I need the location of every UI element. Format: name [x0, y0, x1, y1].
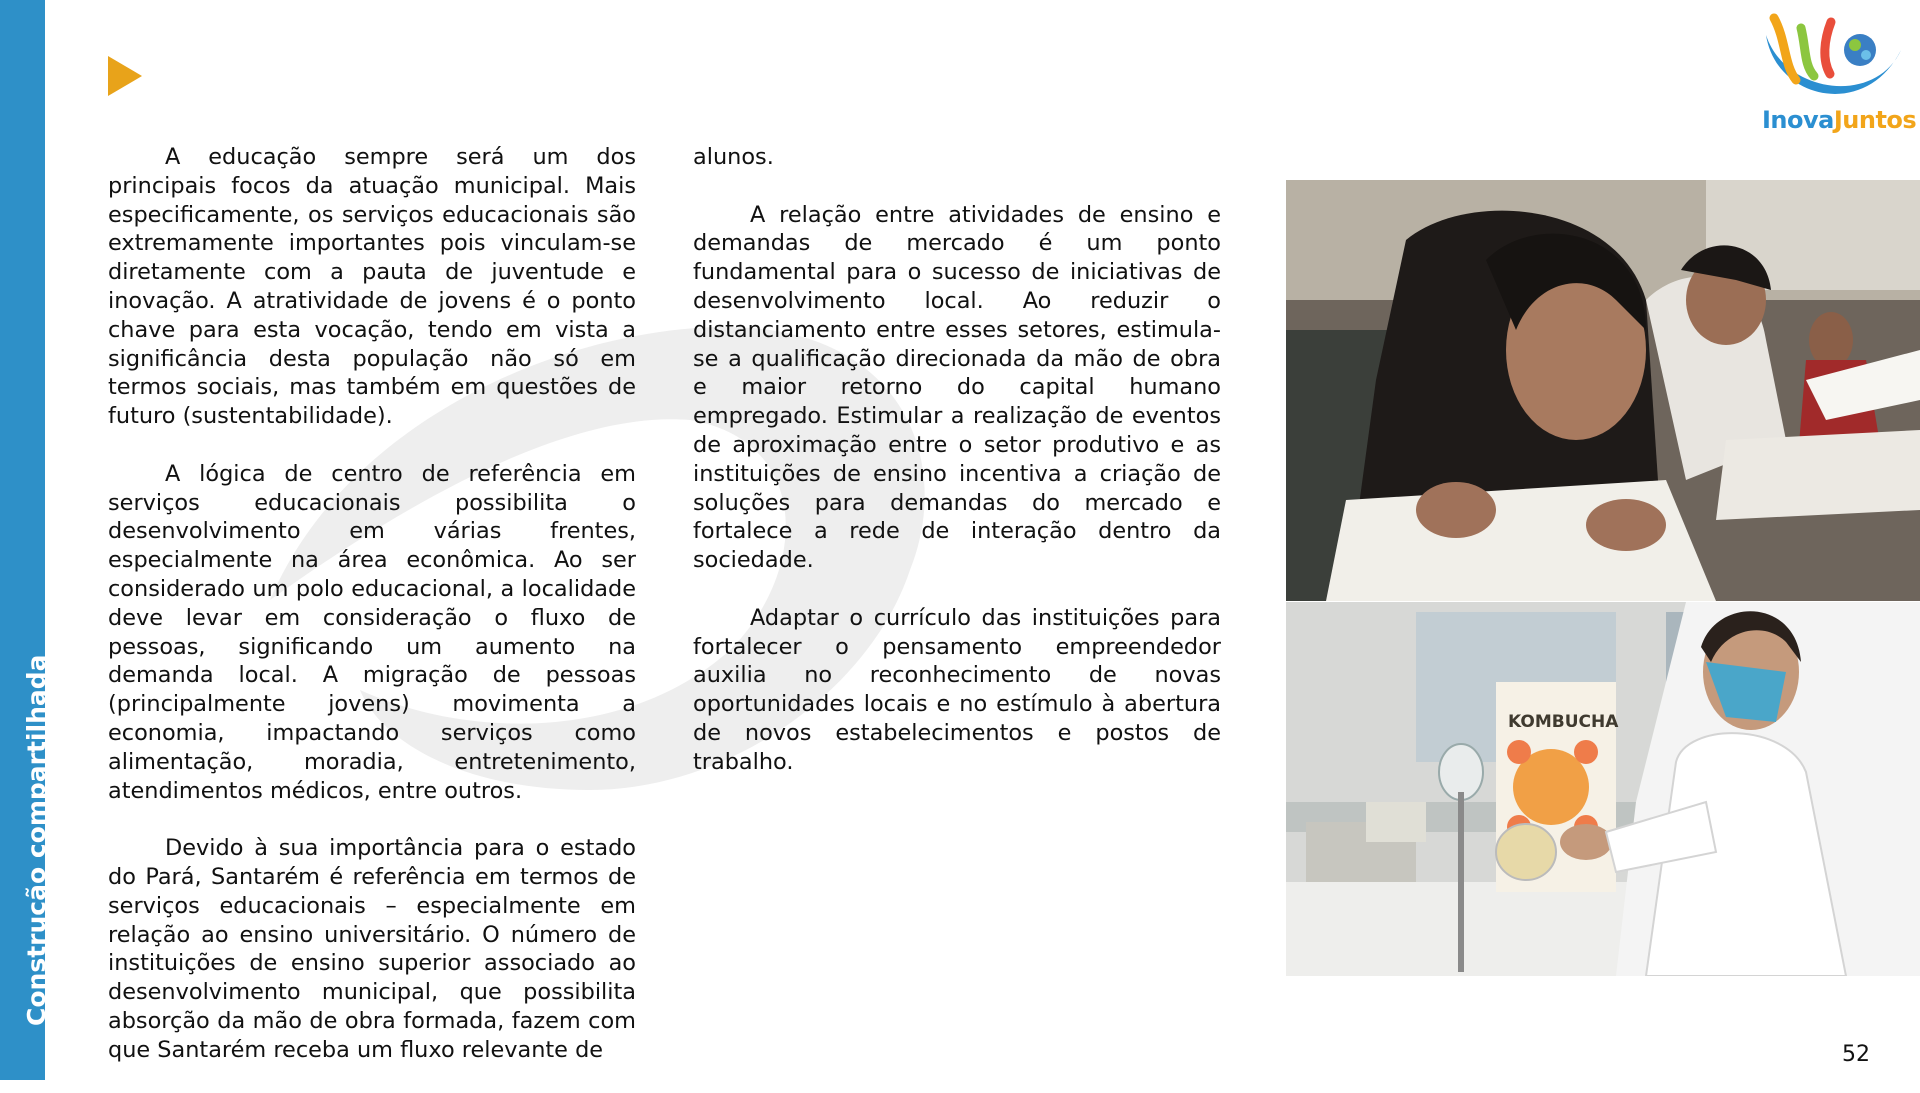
paragraph-reference-center: A lógica de centro de referência em serviços educacionais possibilita o desenvolvimento em várias frentes, especialmente na área econômica. Ao ser considerado um polo educacional, a localidade deve levar em consideração o fluxo de pessoas, significando um aumento na demanda local. A migração de pessoas (principalmente jovens) movimenta a economia, impactando serviços como alimentação, moradia, entretenimento, atendimentos médicos, entre outros. — [108, 460, 636, 804]
photo-students-writing — [1286, 180, 1920, 601]
section-arrow-icon — [108, 56, 142, 96]
paragraph-continuation: alunos. — [693, 144, 774, 170]
photo-lab-kombucha — [1286, 602, 1920, 976]
sidebar — [0, 0, 51, 1080]
poster-title: KOMBUCHA — [1508, 712, 1619, 732]
paragraph-santarem: Devido à sua importância para o estado do Pará, Santarém é referência em termos de serviços educacionais – especialmente em relação ao ensino universitário. O número de instituições de ensino superior associado ao desenvolvimento municipal, que possibilita absorção da mão de obra formada, fazem com que Santarém receba um fluxo relevante de — [108, 835, 636, 1063]
text-column-right — [693, 143, 1221, 805]
paragraph-curriculum: Adaptar o currículo das instituições para fortalecer o pensamento empreendedor auxilia no reconhecimento de novas oportunidades locais e no estímulo à abertura de novos estabelecimentos e postos de trabalho. — [693, 604, 1221, 775]
paragraph-market-demand: A relação entre atividades de ensino e demandas de mercado é um ponto fundamental para o sucesso de iniciativas de desenvolvimento local. Ao reduzir o distanciamento entre esses setores, estimula-se a qualificação direcionada da mão de obra e maior retorno do capital humano empregado. Estimular a realização de eventos de aproximação entre o setor produtivo e as instituições de ensino incentiva a criação de soluções para demandas do mercado e fortalece a rede de interação dentro da sociedade. — [693, 201, 1221, 574]
page-number: 52 — [1842, 1042, 1870, 1067]
text-column-left — [108, 143, 636, 1093]
sidebar-label: Construção compartilhada — [22, 654, 51, 1026]
logo-text: InovaJuntos — [1762, 106, 1917, 134]
paragraph-education: A educação sempre será um dos principais focos da atuação municipal. Mais especificamente, os serviços educacionais são extremamente importantes pois vinculam-se diretamente com a pauta de juventude e inovação. A atratividade de jovens é o ponto chave para esta vocação, tendo em vista a significância desta população não só em termos sociais, mas também em questões de futuro (sustentabilidade). — [108, 144, 636, 430]
